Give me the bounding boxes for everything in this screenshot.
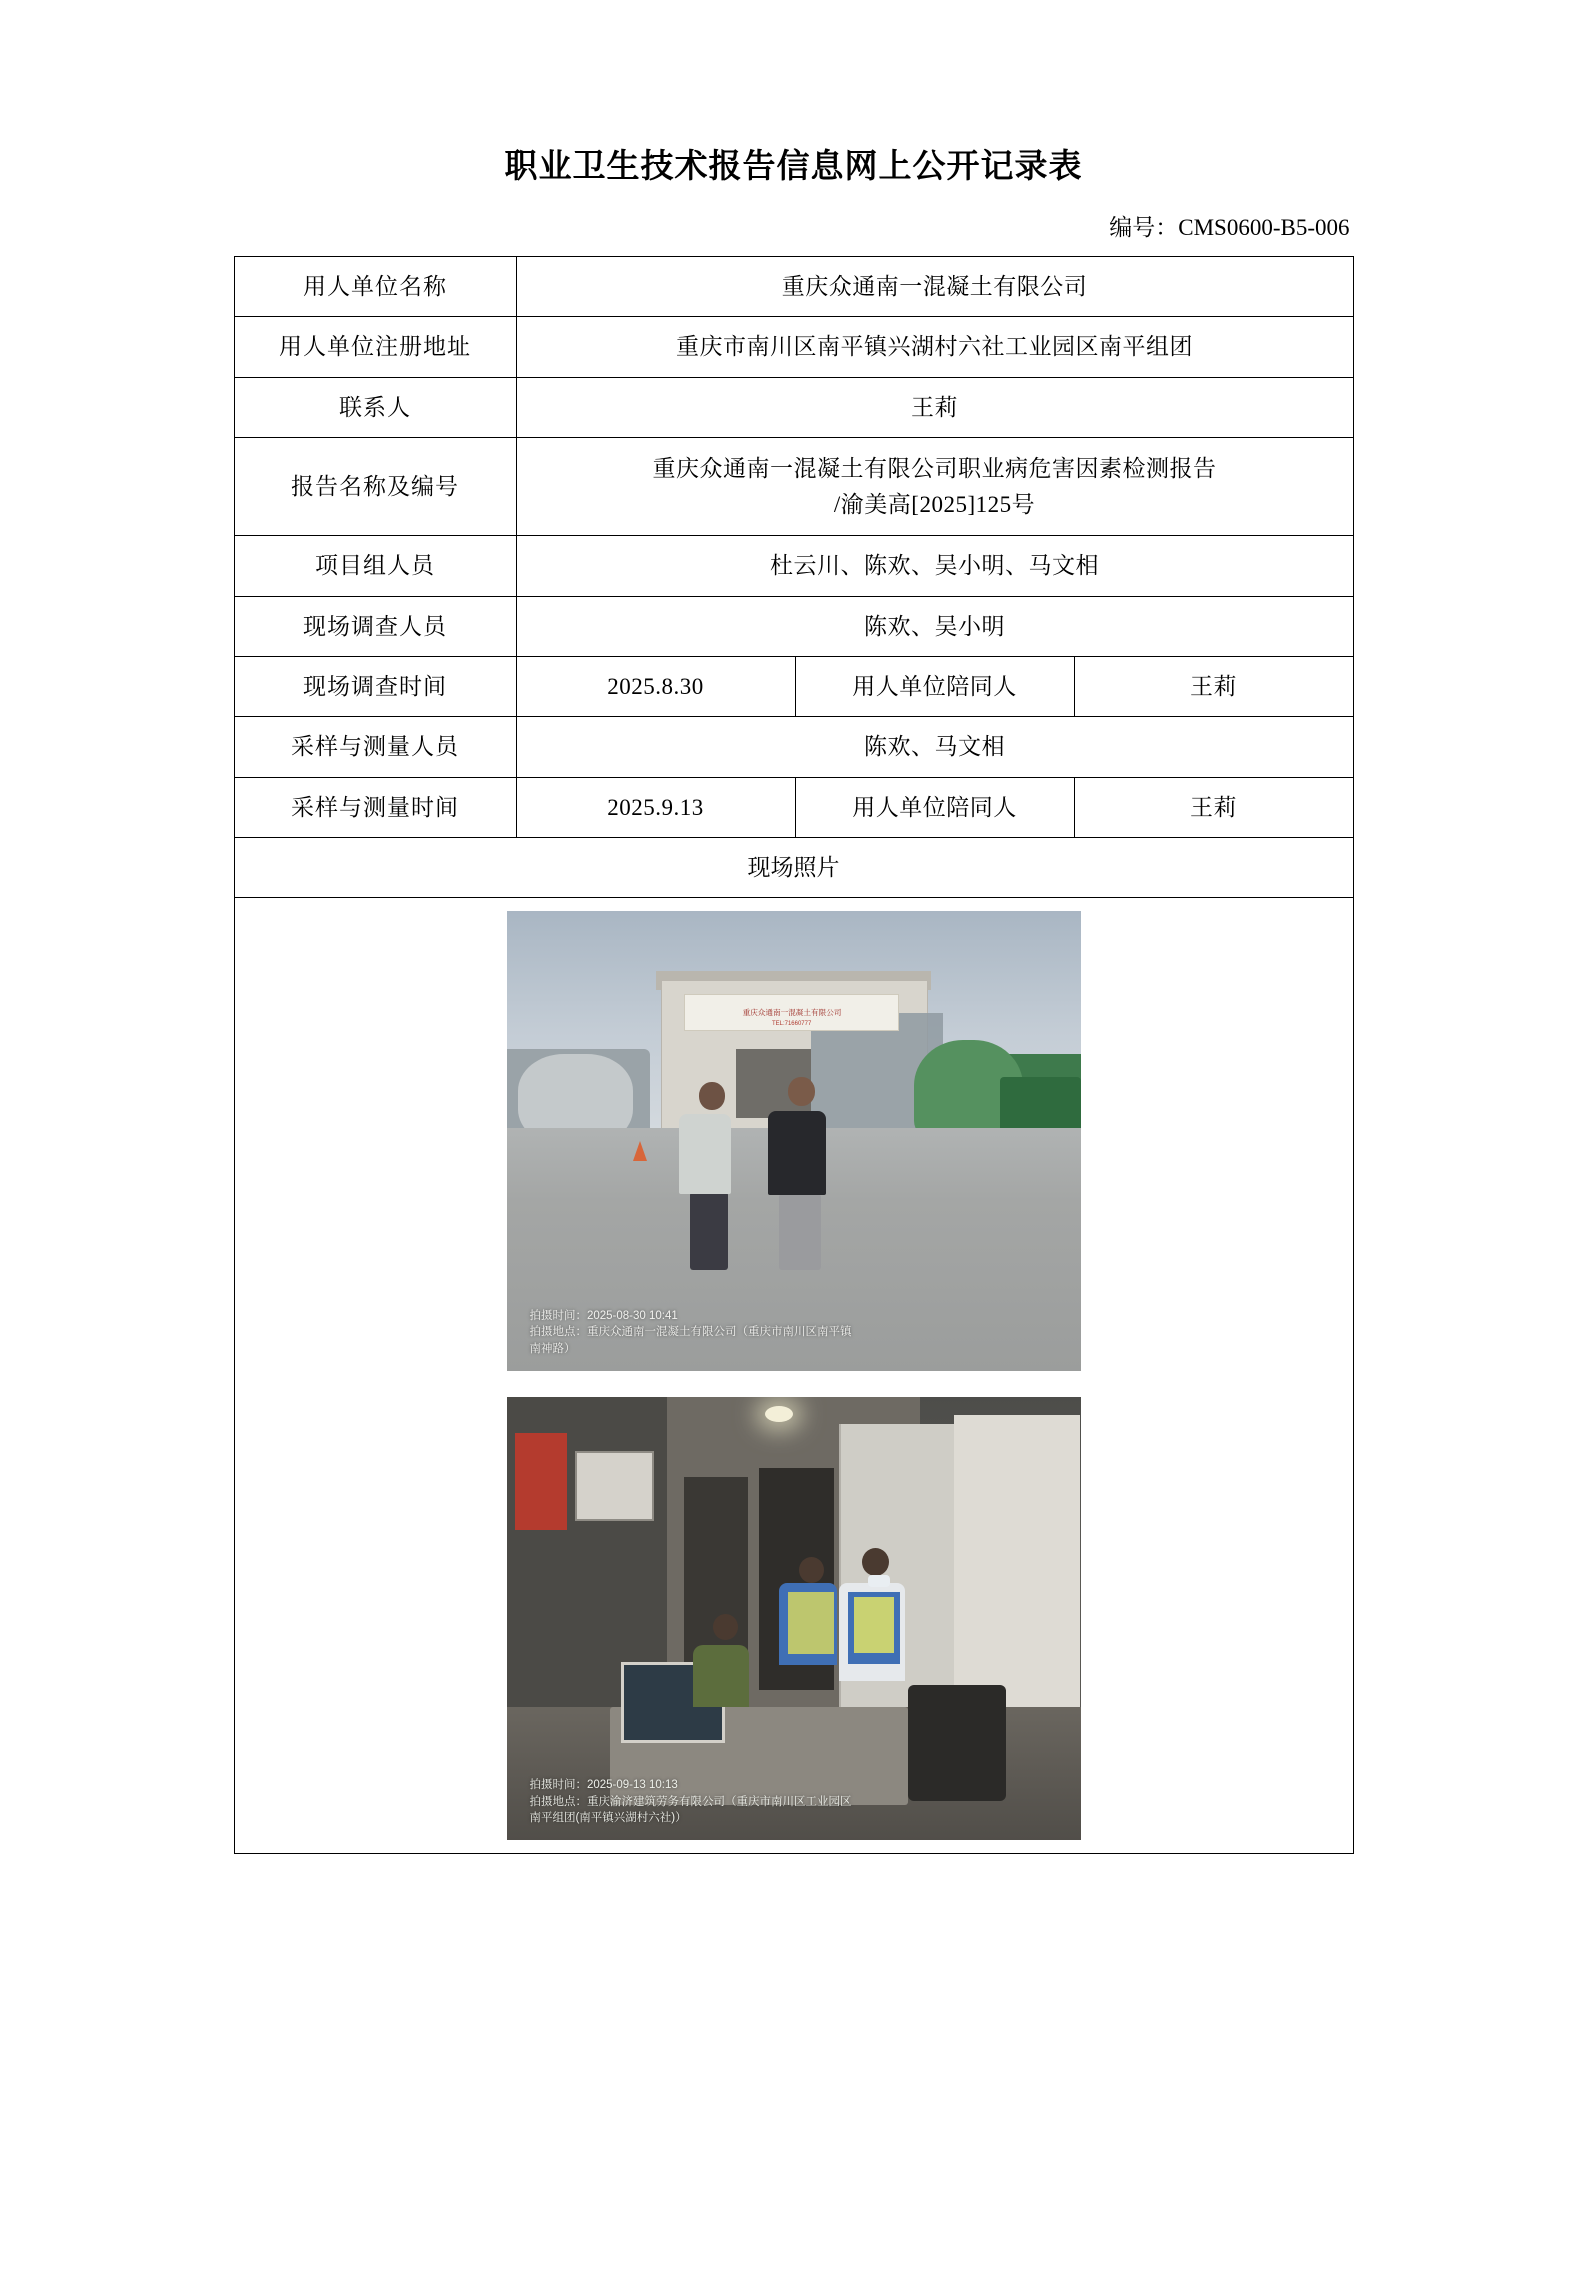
- row-value-registered-address: 重庆市南川区南平镇兴湖村六社工业园区南平组团: [516, 317, 1353, 377]
- table-row: [234, 438, 1353, 536]
- document-number-value: CMS0600-B5-006: [1178, 215, 1350, 240]
- row-value-sampling-date: 2025.9.13: [516, 777, 795, 837]
- row-label-contact-person: 联系人: [234, 377, 516, 437]
- table-row: [234, 536, 1353, 596]
- row-label-sampling-date: 采样与测量时间: [234, 777, 516, 837]
- wall-frame: [575, 1451, 654, 1521]
- document-number-label: 编号：: [1109, 215, 1179, 240]
- traffic-cone: [633, 1141, 647, 1161]
- photo-caption-time: 拍摄时间：2025-09-13 10:13: [529, 1779, 678, 1792]
- photos-section-header: 现场照片: [234, 838, 1353, 898]
- person-right-head: [788, 1077, 815, 1106]
- row-value-survey-staff: 陈欢、吴小明: [516, 596, 1353, 656]
- photo-caption-location: 拍摄地点：重庆渝济建筑劳务有限公司（重庆市南川区工业园区: [529, 1795, 852, 1808]
- wall-banner: [515, 1433, 567, 1530]
- row-label-survey-date: 现场调查时间: [234, 657, 516, 717]
- row-label-sampling-staff: 采样与测量人员: [234, 717, 516, 777]
- row-value-survey-accompany: 王莉: [1074, 657, 1353, 717]
- table-row: [234, 838, 1353, 898]
- sampling-photo: [507, 1397, 1081, 1840]
- row-value-sampling-accompany: 王莉: [1074, 777, 1353, 837]
- person-right-legs: [779, 1194, 821, 1270]
- report-name-line-1: 重庆众通南一混凝土有限公司职业病危害因素检测报告: [652, 456, 1217, 482]
- row-label-registered-address: 用人单位注册地址: [234, 317, 516, 377]
- seated-person-body: [693, 1645, 749, 1707]
- row-label-project-team: 项目组人员: [234, 536, 516, 596]
- table-row: [234, 777, 1353, 837]
- company-sign-phone: TEL:71660777: [771, 1020, 812, 1027]
- row-value-project-team: 杜云川、陈欢、吴小明、马文相: [516, 536, 1353, 596]
- photo-list: [243, 911, 1345, 1840]
- row-value-contact-person: 王莉: [516, 377, 1353, 437]
- page-title: 职业卫生技术报告信息网上公开记录表: [504, 149, 1083, 185]
- photos-cell: [234, 898, 1353, 1854]
- worker-blue-vest-reflective: [788, 1592, 834, 1654]
- photo-caption-location-cont: 南神路）: [529, 1342, 576, 1355]
- row-label-survey-staff: 现场调查人员: [234, 596, 516, 656]
- table-row: [234, 377, 1353, 437]
- face-mask: [868, 1575, 890, 1587]
- person-left-legs: [690, 1192, 728, 1270]
- row-label-sampling-accompany: 用人单位陪同人: [795, 777, 1074, 837]
- worker-blue-vest-head: [799, 1557, 824, 1583]
- photo-caption-location-cont: 南平组团(南平镇兴湖村六社)）: [529, 1812, 687, 1825]
- table-row: [234, 717, 1353, 777]
- person-right-body: [768, 1111, 826, 1195]
- photo-caption: [529, 1777, 1057, 1827]
- company-sign-text: 重庆众通南一混凝土有限公司: [742, 1007, 842, 1017]
- row-value-report-name: [516, 438, 1353, 536]
- company-sign: [684, 994, 898, 1031]
- row-value-employer-name: 重庆众通南一混凝土有限公司: [516, 257, 1353, 317]
- row-value-sampling-staff: 陈欢、马文相: [516, 717, 1353, 777]
- photo-caption-location: 拍摄地点：重庆众通南一混凝土有限公司（重庆市南川区南平镇: [529, 1326, 852, 1339]
- photo-caption: [529, 1308, 1057, 1358]
- report-name-line-2: /渝美高[2025]125号: [833, 491, 1036, 517]
- record-table: [234, 256, 1354, 1854]
- row-label-employer-name: 用人单位名称: [234, 257, 516, 317]
- worker-masked-vest-reflective: [854, 1597, 894, 1653]
- row-value-survey-date: 2025.8.30: [516, 657, 795, 717]
- table-row: [234, 898, 1353, 1854]
- table-row: [234, 257, 1353, 317]
- row-label-survey-accompany: 用人单位陪同人: [795, 657, 1074, 717]
- table-row: [234, 596, 1353, 656]
- site-survey-photo: [507, 911, 1081, 1371]
- document-page: [0, 140, 1587, 2269]
- row-label-report-name: 报告名称及编号: [234, 438, 516, 536]
- person-left-body: [679, 1114, 731, 1194]
- table-row: [234, 317, 1353, 377]
- document-number: [234, 209, 1354, 242]
- table-row: [234, 657, 1353, 717]
- person-left-head: [699, 1082, 725, 1110]
- photo-caption-time: 拍摄时间：2025-08-30 10:41: [529, 1309, 678, 1322]
